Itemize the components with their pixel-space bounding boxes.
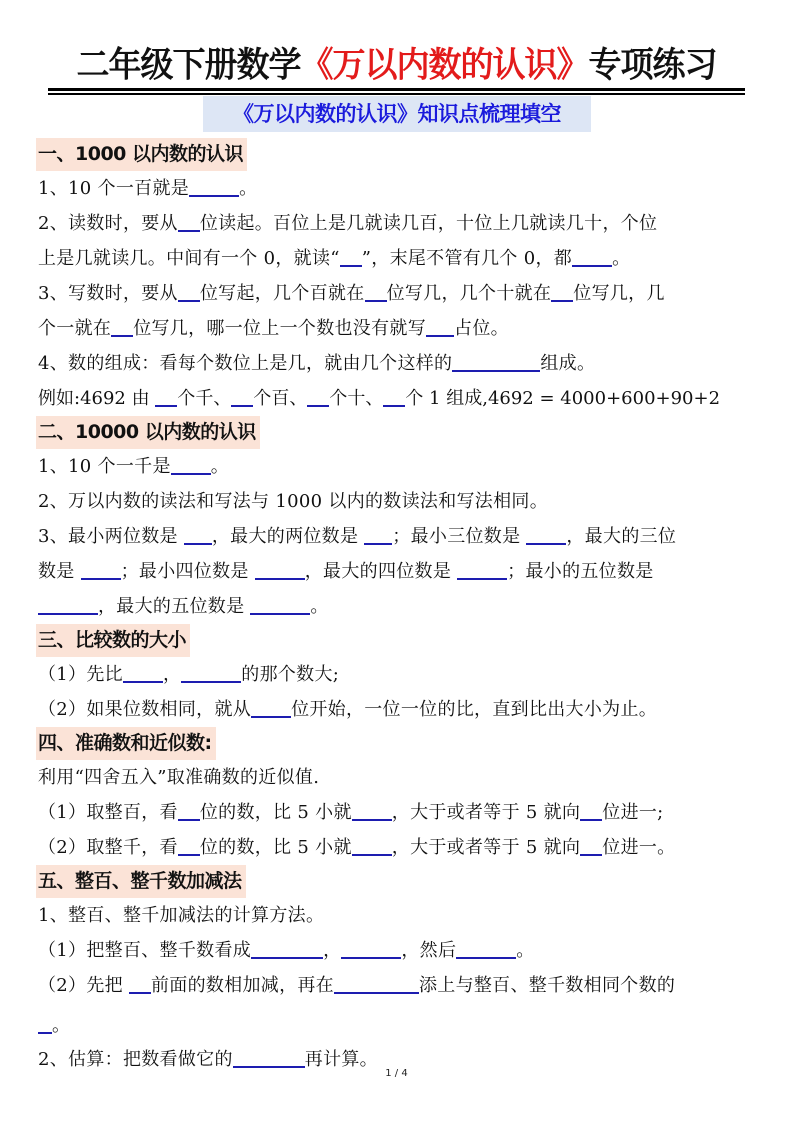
text: 再计算。 [304, 1049, 378, 1070]
text: 。 [516, 940, 535, 961]
fill-blank[interactable] [456, 937, 516, 959]
text: ，然后 [401, 940, 457, 961]
question-line [38, 449, 758, 484]
text: 。 [52, 1015, 71, 1036]
fill-blank[interactable] [123, 661, 163, 683]
text: （2）取整千，看 [38, 837, 178, 858]
text: ， [162, 664, 182, 685]
fill-blank[interactable] [178, 799, 200, 821]
document-title-block [48, 44, 745, 95]
text: 个百、 [253, 388, 308, 409]
text: 添上与整百、整千数相同个数的 [418, 975, 676, 996]
text: 位开始，一位一位的比，直到比出大小为止。 [291, 699, 658, 720]
section-heading: 四、准确数和近似数: [36, 727, 216, 760]
fill-blank[interactable] [580, 799, 602, 821]
title-suffix-text: 专项练习 [588, 44, 717, 85]
question-line [38, 830, 758, 865]
fill-blank[interactable] [184, 523, 212, 545]
text: 。 [612, 248, 631, 269]
text: ，大于或者等于 5 就向 [391, 837, 581, 858]
text: 利用“四舍五入”取准确数的近似值. [38, 767, 320, 788]
text: （2）如果位数相同，就从 [38, 699, 252, 720]
text: 数是 [38, 561, 81, 582]
fill-blank[interactable] [383, 385, 405, 407]
text: 组成。 [540, 353, 596, 374]
text: （1）把整百、整千数看成 [38, 940, 252, 961]
fill-blank[interactable] [307, 385, 329, 407]
title-topic-text: 《万以内数的认识》 [300, 44, 589, 85]
section-approximation [38, 727, 758, 865]
section-heading: 五、整百、整千数加减法 [36, 865, 246, 898]
question-line [38, 933, 758, 968]
title-underline-thick [48, 88, 745, 91]
fill-blank[interactable] [129, 972, 151, 994]
fill-blank[interactable] [352, 834, 392, 856]
text: 2、读数时，要从 [38, 213, 178, 234]
text: （1）先比 [38, 664, 123, 685]
text: 个一就在 [38, 318, 112, 339]
text: 位进一。 [602, 837, 676, 858]
fill-blank[interactable] [365, 280, 387, 302]
section-1000 [38, 138, 758, 416]
fill-blank[interactable] [38, 1012, 52, 1034]
fill-blank[interactable] [580, 834, 602, 856]
fill-blank[interactable] [426, 315, 454, 337]
question-line [38, 554, 758, 589]
fill-blank[interactable] [364, 523, 392, 545]
text: 个 1 组成,4692 = 4000+600+90+2 [405, 388, 721, 409]
question-line [38, 519, 758, 554]
text: 个千、 [177, 388, 232, 409]
text: 2、估算：把数看做它的 [38, 1049, 233, 1070]
fill-blank[interactable] [526, 523, 566, 545]
fill-blank[interactable] [255, 558, 305, 580]
fill-blank[interactable] [340, 245, 362, 267]
fill-blank[interactable] [155, 385, 177, 407]
page-indicator: 1 / 4 [385, 1068, 408, 1079]
document-title [48, 43, 745, 87]
title-grade-text: 二年级下册数学 [76, 44, 301, 85]
question-line [38, 311, 758, 346]
question-line [38, 206, 758, 241]
title-underline-thin [48, 93, 745, 95]
fill-blank[interactable] [181, 661, 241, 683]
text: 的那个数大; [241, 664, 340, 685]
text: 。 [239, 178, 258, 199]
question-line [38, 692, 758, 727]
fill-blank[interactable] [231, 385, 253, 407]
text: 。 [210, 456, 230, 477]
section-heading: 三、比较数的大小 [36, 624, 190, 657]
text: 位读起。百位上是几就读几百，十位上几就读几十，个位 [199, 213, 658, 234]
question-line [38, 171, 758, 206]
text: ，最大的三位 [566, 526, 677, 547]
text: 占位。 [454, 318, 509, 339]
question-line [38, 760, 758, 795]
fill-blank[interactable] [452, 350, 540, 372]
fill-blank[interactable] [178, 280, 200, 302]
text: ，最大的四位数是 [304, 561, 458, 582]
question-line [38, 346, 758, 381]
text: （2）先把 [38, 975, 129, 996]
question-line [38, 589, 758, 624]
text: 2、万以内数的读法和写法与 1000 以内的数读法和写法相同。 [38, 491, 549, 512]
text: 个十、 [329, 388, 384, 409]
text: ”，末尾不管有几个 0，都 [361, 248, 573, 269]
fill-blank[interactable] [178, 834, 200, 856]
fill-blank[interactable] [572, 245, 612, 267]
text: 1、10 个一百就是 [38, 178, 190, 199]
text: 3、写数时，要从 [38, 283, 178, 304]
text: 前面的数相加减，再在 [150, 975, 334, 996]
text: 位进一; [602, 802, 664, 823]
text: ，大于或者等于 5 就向 [391, 802, 581, 823]
fill-blank[interactable] [334, 972, 419, 994]
text: ；最小三位数是 [392, 526, 527, 547]
text: 4、数的组成：看每个数位上是几，就由几个这样的 [38, 353, 453, 374]
question-line [38, 898, 758, 933]
document-subtitle: 《万以内数的认识》知识点梳理填空 [203, 96, 591, 132]
question-line [38, 484, 758, 519]
text: 1、10 个一千是 [38, 456, 171, 477]
fill-blank[interactable] [111, 315, 133, 337]
text: 位写几，几个十就在 [386, 283, 552, 304]
fill-blank[interactable] [38, 593, 98, 615]
section-heading: 二、10000 以内数的认识 [36, 416, 260, 449]
text: 1、整百、整千加减法的计算方法。 [38, 905, 325, 926]
text: ；最小四位数是 [120, 561, 255, 582]
text: 位的数，比 5 小就 [199, 802, 352, 823]
text: （1）取整百，看 [38, 802, 178, 823]
worksheet-body [38, 138, 758, 1077]
section-heading: 一、1000 以内数的认识 [36, 138, 247, 171]
fill-blank[interactable] [250, 593, 310, 615]
fill-blank[interactable] [81, 558, 121, 580]
text: 例如:4692 由 [38, 388, 156, 409]
text: 位写几，哪一位上一个数也没有就写 [133, 318, 427, 339]
section-compare [38, 624, 758, 727]
fill-blank[interactable] [551, 280, 573, 302]
text: ；最小的五位数是 [507, 561, 654, 582]
fill-blank[interactable] [457, 558, 507, 580]
question-line [38, 381, 758, 416]
fill-blank[interactable] [251, 937, 323, 959]
question-line [38, 795, 758, 830]
fill-blank[interactable] [178, 210, 200, 232]
fill-blank[interactable] [171, 453, 211, 475]
fill-blank[interactable] [352, 799, 392, 821]
text: 位的数，比 5 小就 [199, 837, 352, 858]
question-line [38, 241, 758, 276]
fill-blank[interactable] [341, 937, 401, 959]
section-10000 [38, 416, 758, 624]
text: ，最大的两位数是 [211, 526, 365, 547]
text: 上是几就读几。中间有一个 0，就读“ [38, 248, 340, 269]
question-line [38, 968, 758, 1012]
fill-blank[interactable] [189, 175, 239, 197]
text: 位写起，几个百就在 [199, 283, 365, 304]
question-line [38, 1012, 758, 1042]
text: 。 [310, 596, 329, 617]
question-line [38, 657, 758, 692]
fill-blank[interactable] [233, 1046, 305, 1068]
fill-blank[interactable] [251, 696, 291, 718]
section-add-subtract [38, 865, 758, 1077]
text: ，最大的五位数是 [98, 596, 251, 617]
question-line [38, 276, 758, 311]
text: ， [323, 940, 342, 961]
text: 位写几，几 [573, 283, 665, 304]
text: 3、最小两位数是 [38, 526, 184, 547]
